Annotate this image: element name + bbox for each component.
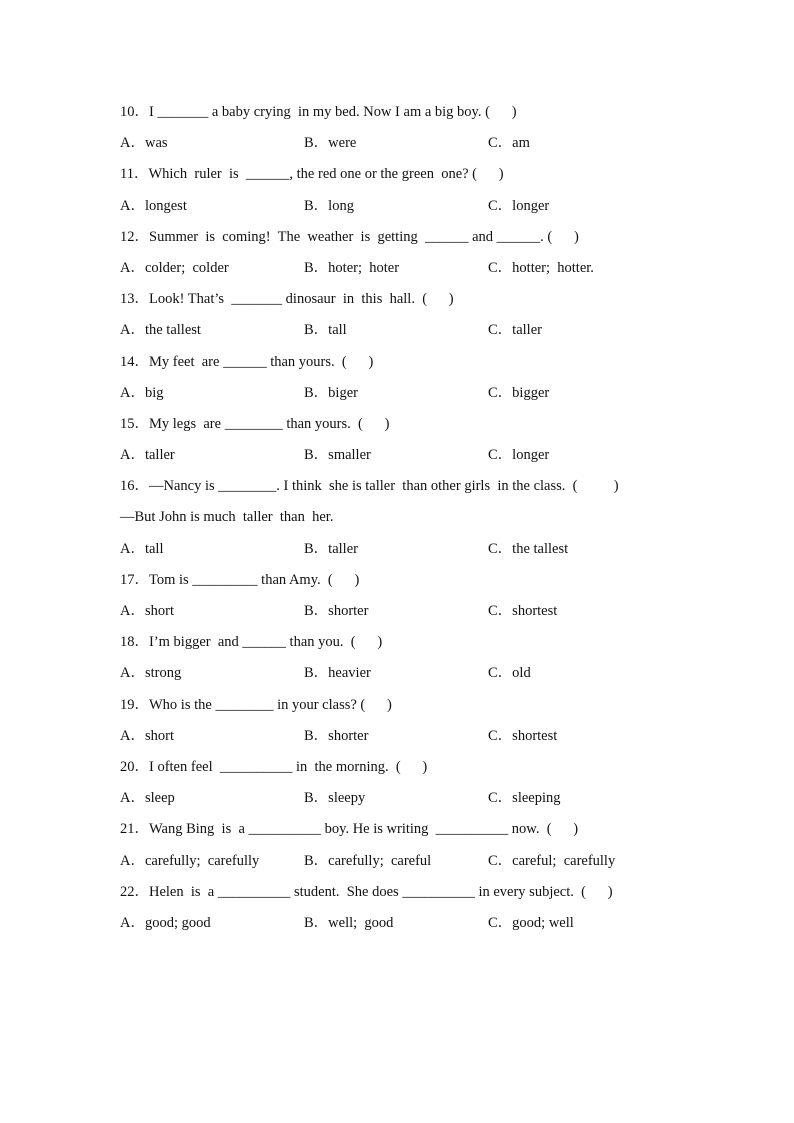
- question-16: [120, 475, 680, 569]
- question-14: [120, 351, 680, 413]
- option-row: [120, 319, 680, 350]
- question-17: [120, 569, 680, 631]
- question-stem: 13．Look! That’s _______ dinosaur in this hall. ( ): [120, 291, 454, 308]
- option-b: B．well; good: [304, 914, 394, 931]
- option-row: [120, 382, 680, 413]
- question-stem: 17．Tom is _________ than Amy. ( ): [120, 571, 360, 588]
- question-stem: 11．Which ruler is ______, the red one or the green one? ( ): [120, 166, 504, 183]
- question-stem: 15．My legs are ________ than yours. ( ): [120, 415, 390, 432]
- option-c: C．sleeping: [488, 790, 561, 807]
- question-stem: 19．Who is the ________ in your class? ( ): [120, 696, 392, 713]
- option-b: B．shorter: [304, 603, 369, 619]
- option-c: C．taller: [488, 322, 542, 339]
- option-a: A．colder; colder: [120, 259, 229, 276]
- option-c: C．careful; carefully: [488, 852, 616, 869]
- option-row: [120, 662, 680, 693]
- option-row: [120, 444, 680, 475]
- option-row: [120, 257, 680, 288]
- option-row: [120, 850, 680, 881]
- option-a: A．the tallest: [120, 322, 201, 339]
- option-a: A．longest: [120, 197, 187, 214]
- option-c: C．shortest: [488, 727, 558, 744]
- option-c: C．good; well: [488, 914, 574, 931]
- question-11: [120, 163, 680, 225]
- question-10: [120, 101, 680, 163]
- question-stem: 21．Wang Bing is a __________ boy. He is writing __________ now. ( ): [120, 821, 579, 838]
- option-b: B．tall: [304, 322, 347, 339]
- question-22: [120, 881, 680, 943]
- question-13: [120, 288, 680, 350]
- question-stem: 16．—Nancy is ________. I think she is taller than other girls in the class. ( ): [120, 478, 619, 495]
- option-b: B．shorter: [304, 727, 369, 744]
- option-c: C．old: [488, 665, 531, 682]
- option-b: B．biger: [304, 384, 358, 401]
- option-row: [120, 600, 680, 631]
- question-list: [120, 101, 680, 943]
- option-b: B．were: [304, 135, 357, 152]
- option-row: [120, 912, 680, 943]
- option-row: [120, 725, 680, 756]
- option-b: B．hoter; hoter: [304, 259, 400, 276]
- question-20: [120, 756, 680, 818]
- question-15: [120, 413, 680, 475]
- option-a: A．strong: [120, 665, 182, 682]
- option-a: A．good; good: [120, 914, 211, 931]
- option-b: B．sleepy: [304, 790, 366, 807]
- option-a: A．short: [120, 727, 174, 744]
- option-b: B．taller: [304, 540, 358, 557]
- option-c: C．hotter; hotter.: [488, 259, 594, 276]
- option-a: A．big: [120, 384, 164, 401]
- option-a: A．tall: [120, 540, 164, 557]
- option-c: C．bigger: [488, 384, 550, 401]
- question-stem: 10．I _______ a baby crying in my bed. Now I am a big boy. ( ): [120, 104, 517, 120]
- option-b: B．smaller: [304, 447, 371, 464]
- option-a: A．was: [120, 135, 168, 152]
- option-a: A．short: [120, 603, 174, 619]
- option-a: A．taller: [120, 447, 175, 464]
- option-b: B．carefully; careful: [304, 852, 432, 869]
- question-continuation: —But John is much taller than her.: [120, 509, 334, 526]
- option-row: [120, 195, 680, 226]
- option-a: A．sleep: [120, 790, 175, 807]
- question-12: [120, 226, 680, 288]
- question-stem: 12．Summer is coming! The weather is getting ______ and ______. ( ): [120, 228, 579, 245]
- question-18: [120, 631, 680, 693]
- option-row: [120, 787, 680, 818]
- option-c: C．am: [488, 135, 530, 152]
- option-c: C．the tallest: [488, 540, 569, 557]
- question-stem: 18．I’m bigger and ______ than you. ( ): [120, 634, 383, 651]
- question-21: [120, 818, 680, 880]
- question-stem: 20．I often feel __________ in the morning. ( ): [120, 758, 428, 775]
- option-b: B．long: [304, 197, 354, 214]
- question-stem: 14．My feet are ______ than yours. ( ): [120, 353, 374, 370]
- option-c: C．shortest: [488, 603, 558, 619]
- option-c: C．longer: [488, 197, 550, 214]
- option-row: [120, 538, 680, 569]
- option-c: C．longer: [488, 447, 550, 464]
- question-19: [120, 694, 680, 756]
- question-stem: 22．Helen is a __________ student. She does __________ in every subject. ( ): [120, 883, 613, 900]
- option-b: B．heavier: [304, 665, 371, 682]
- option-a: A．carefully; carefully: [120, 852, 260, 869]
- option-row: [120, 132, 680, 163]
